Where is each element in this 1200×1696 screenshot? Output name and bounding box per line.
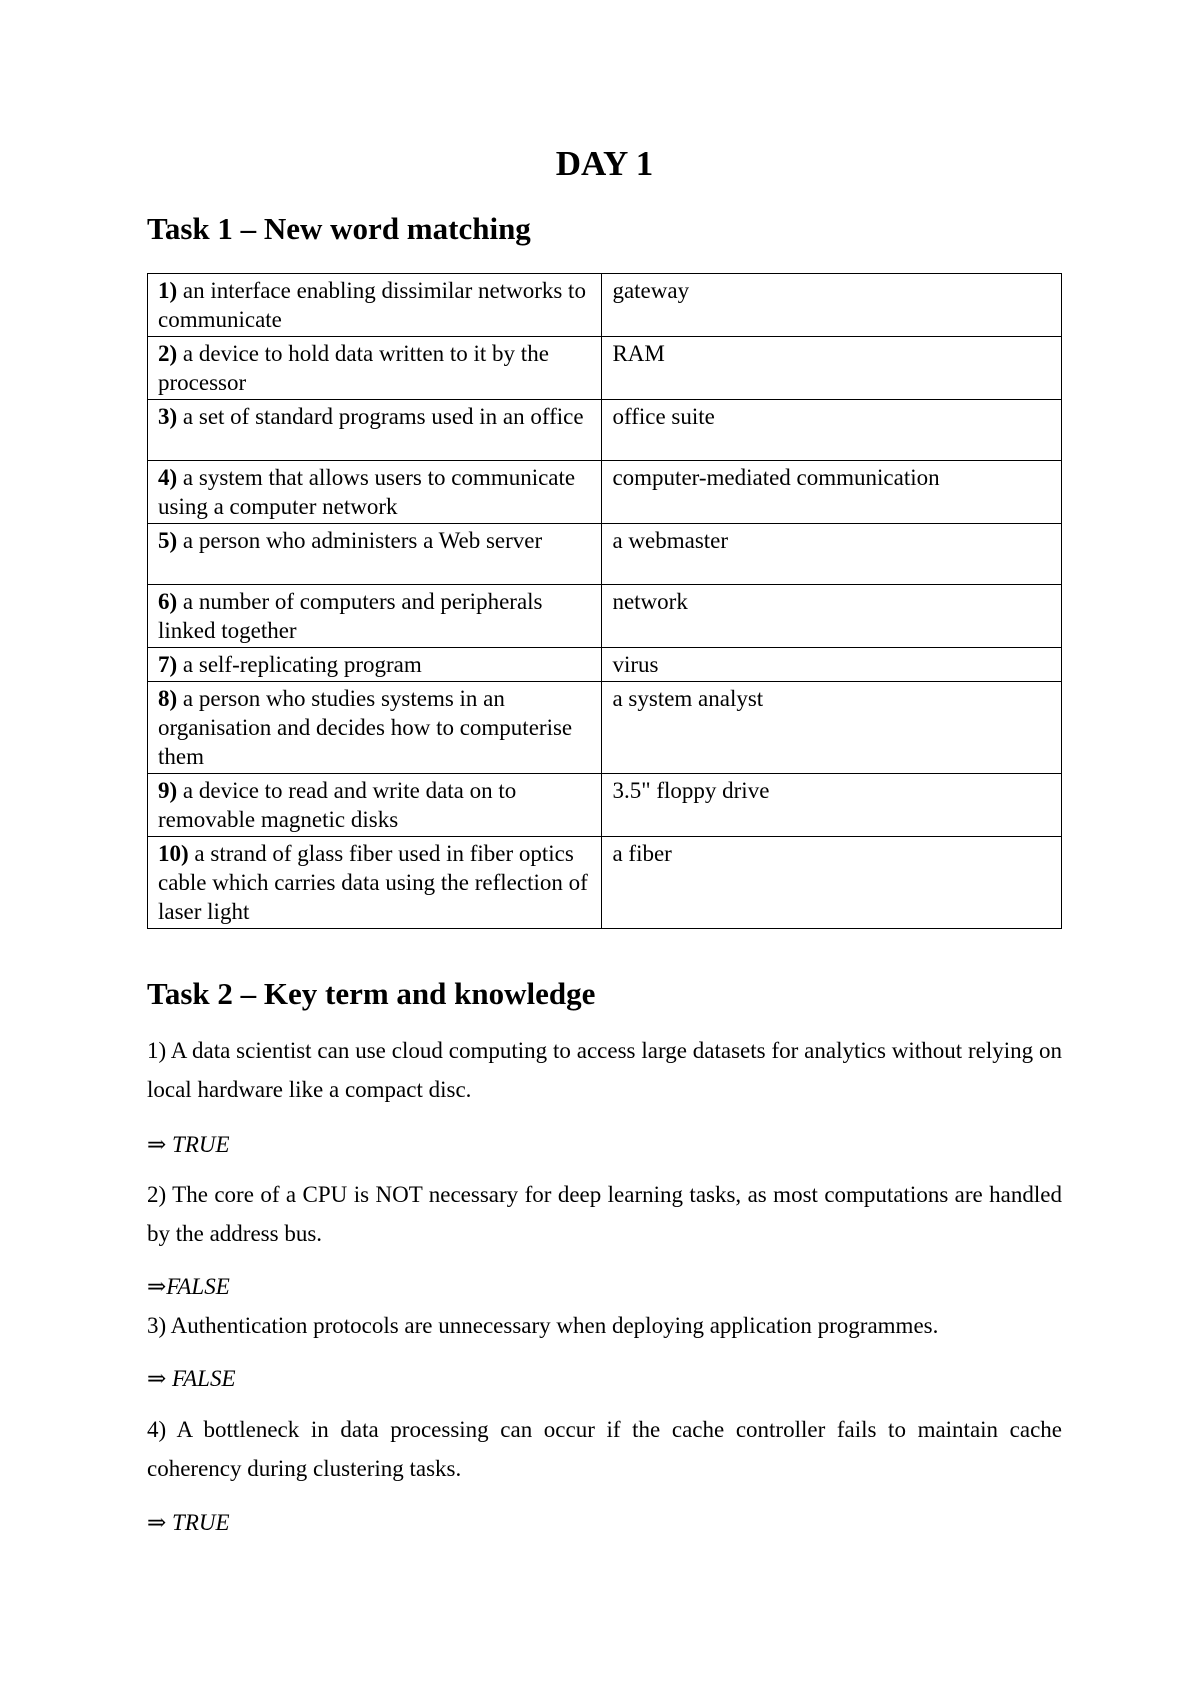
- answer-text: FALSE: [166, 1274, 230, 1299]
- arrow-icon: ⇒: [147, 1510, 173, 1535]
- definition-text: an interface enabling dissimilar networks to communicate: [158, 278, 586, 332]
- table-row: [148, 337, 1062, 400]
- term-cell: RAM: [602, 337, 1062, 400]
- definition-text: a self-replicating program: [182, 652, 422, 677]
- table-row: [148, 774, 1062, 837]
- statement-4: 4) A bottleneck in data processing can occur if the cache controller fails to maintain cache coherency during clustering tasks.: [147, 1417, 1062, 1481]
- statement-2: 2) The core of a CPU is NOT necessary for deep learning tasks, as most computations are handled by the address bus.: [147, 1182, 1062, 1246]
- definition-cell: [148, 461, 602, 524]
- answer-1: [147, 1130, 230, 1160]
- definition-text: a number of computers and peripherals linked together: [158, 589, 543, 643]
- table-row: [148, 585, 1062, 648]
- definition-text: a device to hold data written to it by the processor: [158, 341, 549, 395]
- answer-4: [147, 1508, 230, 1538]
- answer-text: TRUE: [172, 1510, 230, 1535]
- row-number: 10): [158, 841, 189, 866]
- answer-3: [147, 1364, 236, 1394]
- row-number: 8): [158, 686, 178, 711]
- row-number: 7): [158, 652, 178, 677]
- row-number: 3): [158, 404, 178, 429]
- row-number: 4): [158, 465, 178, 490]
- definition-cell: [148, 274, 602, 337]
- table-row: [148, 400, 1062, 461]
- definition-cell: [148, 400, 602, 461]
- definition-cell: [148, 585, 602, 648]
- arrow-icon: ⇒: [147, 1132, 173, 1157]
- row-number: 2): [158, 341, 178, 366]
- table-row: [148, 461, 1062, 524]
- definition-cell: [148, 648, 602, 682]
- term-cell: network: [602, 585, 1062, 648]
- table-row: [148, 274, 1062, 337]
- term-cell: gateway: [602, 274, 1062, 337]
- arrow-icon: ⇒: [147, 1274, 167, 1299]
- table-row: [148, 524, 1062, 585]
- definition-cell: [148, 774, 602, 837]
- page-title: DAY 1: [555, 144, 654, 183]
- term-cell: a fiber: [602, 837, 1062, 929]
- answer-text: TRUE: [172, 1132, 230, 1157]
- task2-heading: Task 2 – Key term and knowledge: [147, 976, 596, 1011]
- statement-3: 3) Authentication protocols are unnecessary when deploying application programmes.: [147, 1313, 939, 1338]
- definition-text: a strand of glass fiber used in fiber optics cable which carries data using the reflection of laser light: [158, 841, 588, 924]
- table-row: [148, 837, 1062, 929]
- term-cell: computer-mediated communication: [602, 461, 1062, 524]
- row-number: 9): [158, 778, 178, 803]
- term-cell: a system analyst: [602, 682, 1062, 774]
- definition-text: a device to read and write data on to removable magnetic disks: [158, 778, 517, 832]
- definition-text: a person who studies systems in an organisation and decides how to computerise them: [158, 686, 573, 769]
- arrow-icon: ⇒: [147, 1366, 173, 1391]
- term-cell: 3.5" floppy drive: [602, 774, 1062, 837]
- definition-text: a system that allows users to communicate using a computer network: [158, 465, 576, 519]
- definition-cell: [148, 682, 602, 774]
- answer-text: FALSE: [172, 1366, 236, 1391]
- answer-2: [147, 1272, 230, 1302]
- definition-cell: [148, 524, 602, 585]
- row-number: 6): [158, 589, 178, 614]
- term-cell: virus: [602, 648, 1062, 682]
- word-matching-table: [147, 273, 1062, 929]
- statement-1: 1) A data scientist can use cloud computing to access large datasets for analytics without relying on local hardware like a compact disc.: [147, 1038, 1062, 1102]
- task1-heading: Task 1 – New word matching: [147, 211, 531, 246]
- definition-text: a set of standard programs used in an office: [182, 404, 584, 429]
- term-cell: a webmaster: [602, 524, 1062, 585]
- row-number: 5): [158, 528, 178, 553]
- row-number: 1): [158, 278, 178, 303]
- table-row: [148, 648, 1062, 682]
- definition-cell: [148, 837, 602, 929]
- table-row: [148, 682, 1062, 774]
- term-cell: office suite: [602, 400, 1062, 461]
- definition-cell: [148, 337, 602, 400]
- definition-text: a person who administers a Web server: [182, 528, 543, 553]
